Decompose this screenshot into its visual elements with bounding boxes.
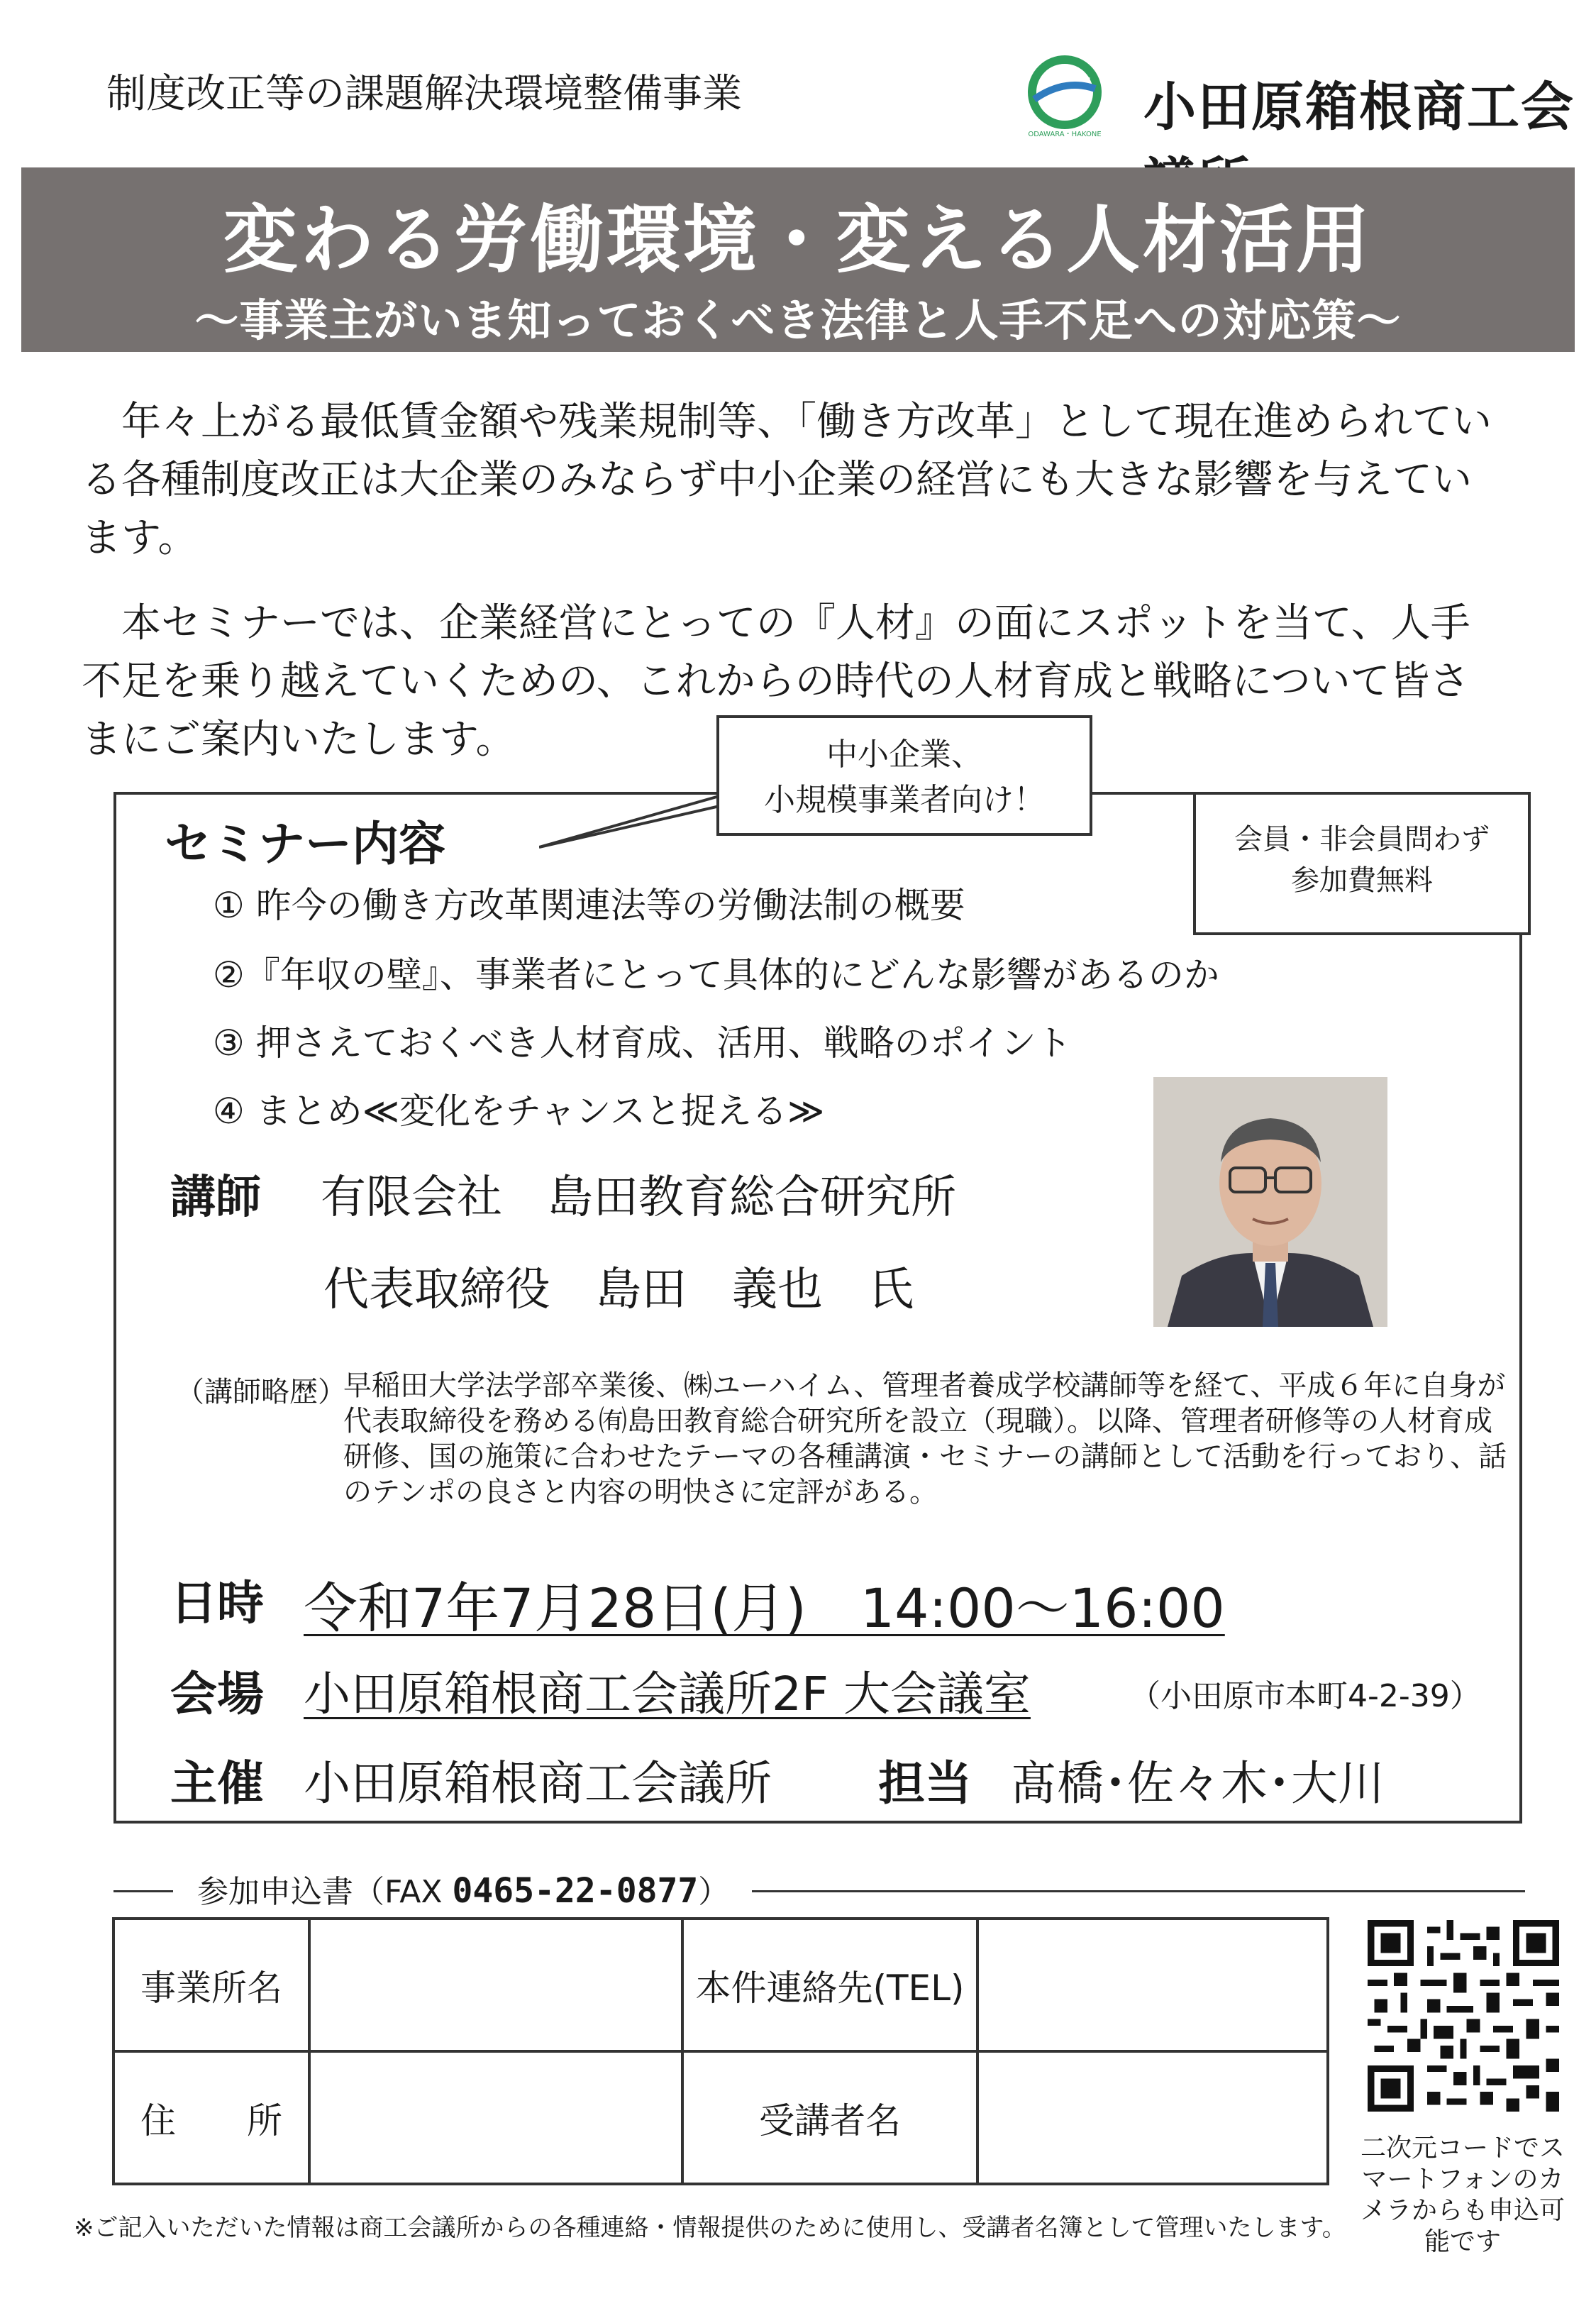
- lecturer-photo: [1153, 1077, 1387, 1327]
- career-label: （講師略歴）: [176, 1376, 346, 1408]
- member-line-2: 参加費無料: [1291, 864, 1433, 897]
- date-value: 令和7年7月28日(月) 14:00～16:00: [304, 1577, 1225, 1640]
- career-text: 早稲田大学法学部卒業後、㈱ユーハイム、管理者養成学校講師等を経て、平成６年に自身が代表取締役を務める㈲島田教育総合研究所を設立（現職）。以降、管理者研修等の人材育成研修、国の施策に合わせたテーマの各種講演・セミナーの講師として活動を行っており、話のテンポの良さと内容の明快さに定評がある。: [343, 1369, 1507, 1508]
- lecturer-name: 代表取締役 島田 義也 氏: [323, 1264, 914, 1316]
- page-title: 変わる労働環境・変える人材活用: [223, 197, 1373, 283]
- attendee-name-field[interactable]: [977, 2051, 1328, 2184]
- venue-label: 会場: [170, 1667, 264, 1721]
- seminar-item: ③ 押さえておくべき人材育成、活用、戦略のポイント: [213, 1022, 1072, 1064]
- seminar-heading: セミナー内容: [165, 817, 445, 871]
- seminar-item: ②『年収の壁』、事業者にとって具体的にどんな影響があるのか: [213, 954, 1219, 995]
- seminar-item: ① 昨今の働き方改革関連法等の労働法制の概要: [213, 885, 965, 926]
- lecturer-organization: 有限会社 島田教育総合研究所: [321, 1171, 956, 1224]
- venue-address: （小田原市本町4-2-39）: [1129, 1678, 1481, 1714]
- svg-text:ODAWARA・HAKONE: ODAWARA・HAKONE: [1028, 131, 1102, 138]
- chamber-logo: [1019, 50, 1111, 142]
- callout-line-1: 中小企業、: [826, 737, 982, 773]
- fax-number: 0465-22-0877: [452, 1871, 699, 1911]
- business-name-field[interactable]: [309, 1919, 682, 2051]
- contact-tel-label: 本件連絡先(TEL): [682, 1919, 977, 2051]
- lecturer-label: 講師: [170, 1171, 261, 1224]
- free-fee-box: [1193, 792, 1531, 935]
- intro-paragraph-1: 年々上がる最低賃金額や残業規制等、「働き方改革」として現在進められている各種制度改正は大企業のみならず中小企業の経営にも大きな影響を与えています。: [82, 399, 1492, 561]
- intro-paragraph-2: 本セミナーでは、企業経営にとっての『人材』の面にスポットを当て、人手不足を乗り越えていくための、これからの時代の人材育成と戦略について皆さまにご案内いたします。: [82, 600, 1470, 763]
- contact-person-value: 髙橋･佐々木･大川: [1010, 1756, 1385, 1811]
- venue-value: 小田原箱根商工会議所2F 大会議室: [304, 1667, 1031, 1721]
- seminar-item: ④ まとめ≪変化をチャンスと捉える≫: [213, 1091, 825, 1132]
- host-value: 小田原箱根商工会議所: [304, 1756, 772, 1811]
- form-heading: [197, 1866, 729, 1911]
- target-callout: [716, 715, 1092, 836]
- form-title-suffix: ）: [698, 1874, 730, 1910]
- qr-caption: 二次元コードでスマートフォンのカメラからも申込可能です: [1360, 2134, 1565, 2256]
- host-label: 主催: [170, 1756, 264, 1811]
- form-divider-right: [752, 1890, 1525, 1892]
- contact-person-label: 担当: [878, 1756, 972, 1811]
- attendee-name-label: 受講者名: [682, 2051, 977, 2184]
- callout-line-2: 小規模事業者向け！: [764, 782, 1045, 818]
- privacy-footnote: ※ご記入いただいた情報は商工会議所からの各種連絡・情報提供のために使用し、受講者名簿として管理いたします。: [74, 2214, 1346, 2242]
- page-subtitle: ～事業主がいま知っておくべき法律と人手不足への対応策～: [194, 294, 1402, 346]
- address-label: 住 所: [113, 2051, 309, 2184]
- contact-tel-field[interactable]: [977, 1919, 1328, 2051]
- program-name: 制度改正等の課題解決環境整備事業: [106, 71, 742, 117]
- date-label: 日時: [170, 1576, 264, 1631]
- form-title-prefix: 参加申込書（FAX: [197, 1874, 453, 1910]
- address-field[interactable]: [309, 2051, 682, 2184]
- application-form: [112, 1917, 1329, 2185]
- org-name: 小田原箱根商工会: [1143, 77, 1575, 138]
- form-divider-left: [113, 1890, 173, 1892]
- member-line-1: 会員・非会員問わず: [1234, 823, 1490, 856]
- qr-code[interactable]: [1368, 1920, 1559, 2112]
- business-name-label: 事業所名: [113, 1919, 309, 2051]
